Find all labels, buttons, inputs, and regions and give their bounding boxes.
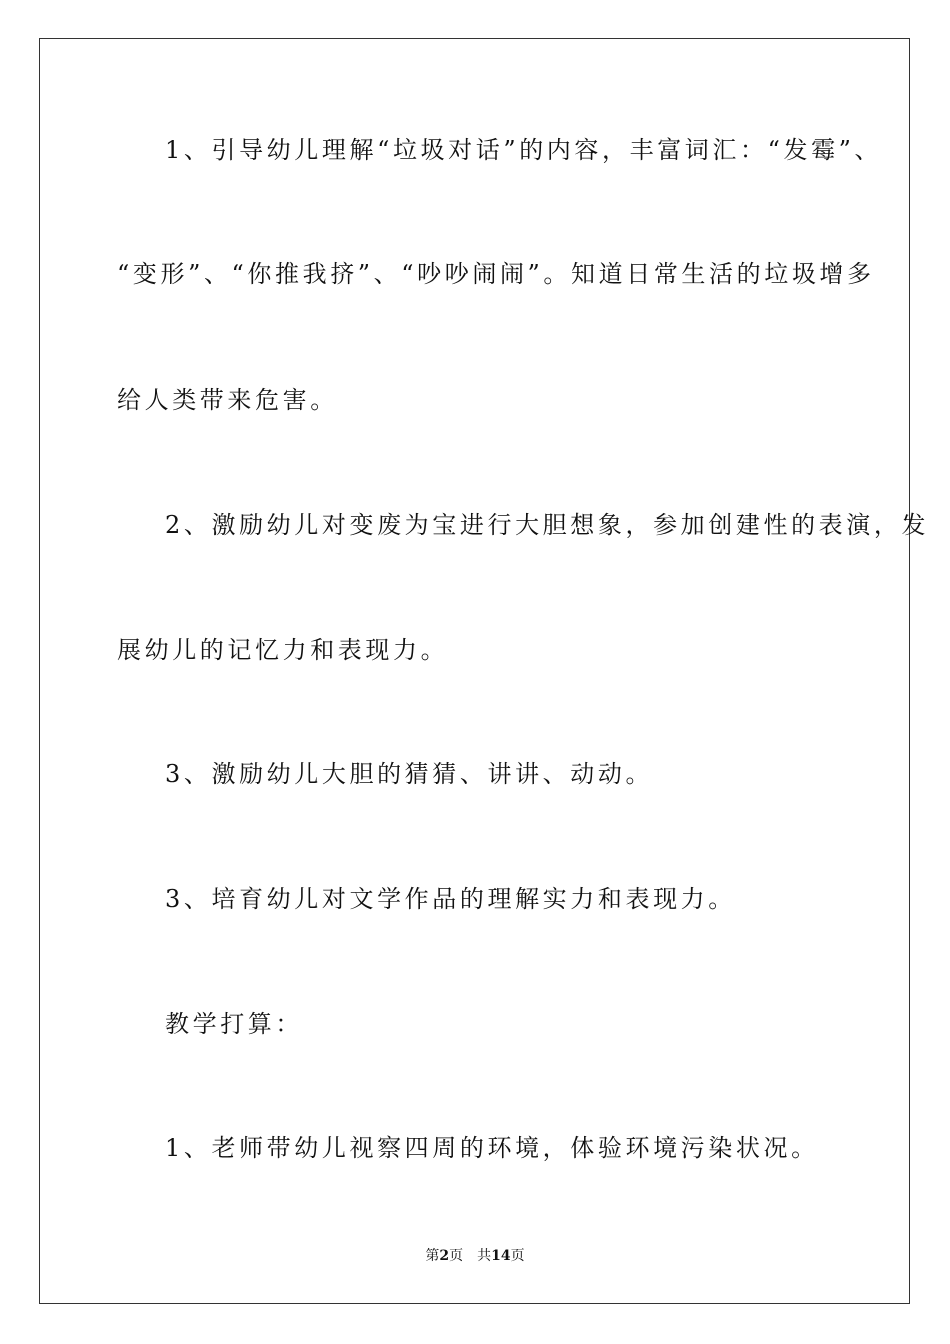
- section-heading-preparation: 教学打算：: [165, 1010, 303, 1038]
- page-frame: [39, 38, 910, 1304]
- objective-4: 3、培育幼儿对文学作品的理解实力和表现力。: [165, 885, 736, 913]
- footer-page-current: 2: [439, 1248, 450, 1264]
- footer-page-total: 14: [491, 1248, 511, 1264]
- footer-total-prefix: 共: [477, 1248, 492, 1264]
- objective-1-line-1: 1、引导幼儿理解“垃圾对话”的内容，丰富词汇：“发霉”、: [165, 136, 883, 164]
- page-footer: [0, 1246, 950, 1266]
- objective-1-line-2: “变形”、“你推我挤”、“吵吵闹闹”。知道日常生活的垃圾增多: [117, 260, 875, 288]
- objective-2-line-2: 展幼儿的记忆力和表现力。: [117, 636, 449, 664]
- objective-2-line-1: 2、激励幼儿对变废为宝进行大胆想象，参加创建性的表演，发: [165, 511, 930, 539]
- footer-page-suffix: 页: [449, 1248, 464, 1264]
- footer-page-prefix: 第: [425, 1248, 440, 1264]
- footer-total-suffix: 页: [510, 1248, 525, 1264]
- objective-3: 3、激励幼儿大胆的猜猜、讲讲、动动。: [165, 760, 654, 788]
- objective-1-line-3: 给人类带来危害。: [117, 386, 338, 414]
- preparation-item-1: 1、老师带幼儿视察四周的环境，体验环境污染状况。: [165, 1134, 819, 1162]
